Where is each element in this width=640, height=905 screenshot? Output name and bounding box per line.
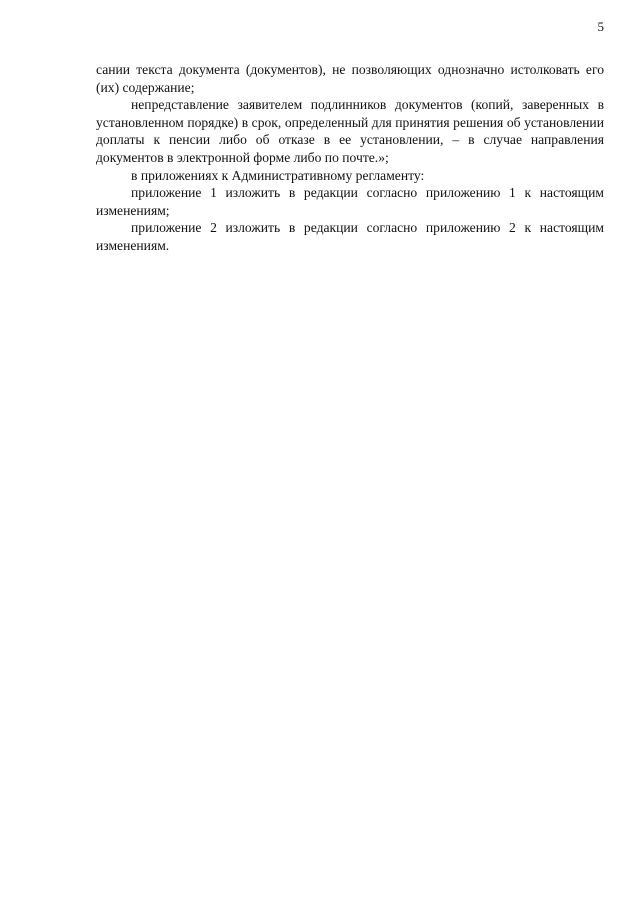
- paragraph-appendix-1: приложение 1 изложить в редакции согласно приложению 1 к настоящим изменениям;: [96, 185, 604, 218]
- document-body: [96, 61, 604, 255]
- paragraph-appendix-2: приложение 2 изложить в редакции согласно приложению 2 к настоящим изменениям.: [96, 220, 604, 253]
- paragraph-appendices-intro: в приложениях к Административному регламенту:: [131, 167, 425, 183]
- paragraph-continuation: сании текста документа (документов), не позволяющих однозначно истолковать его (их) содержание;: [96, 62, 604, 95]
- paragraph-nonsubmission: непредставление заявителем подлинников документов (копий, заверенных в установленном порядке) в срок, определенный для принятия решения об установлении доплаты к пенсии либо об отказе в ее установлении, – в случае направления документов в электронной форме либо по почте.»;: [96, 97, 604, 165]
- page-number: 5: [597, 19, 604, 34]
